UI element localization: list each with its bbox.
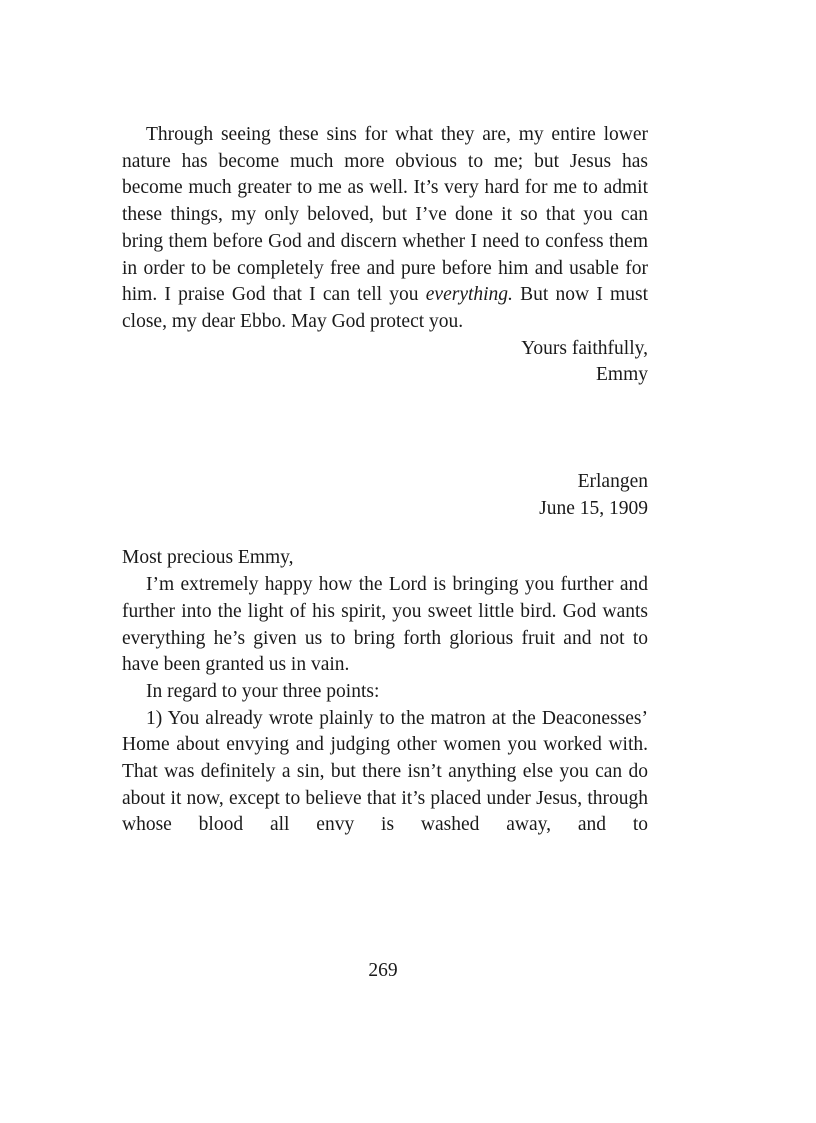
letter1-emphasis: everything.	[425, 284, 513, 306]
letter2-paragraph-2: In regard to your three points:	[146, 680, 380, 702]
letter1-paragraph	[122, 122, 648, 336]
page-body	[122, 122, 648, 839]
letter1-text-a: Through seeing these sins for what they are, my entire lower nature has become much more obvious to me; but Jesus has become much greater to me as well. It’s very hard for me to admit these things, my only beloved, but I’ve done it so that you can bring them before God and discern whether I need to confess them in order to be completely free and pure before him and usable for him. I praise God that I can tell you	[122, 124, 648, 306]
letter2-paragraph-3: 1) You already wrote plainly to the matron at the Deaconesses’ Home about envying and judging other women you worked with. That was definitely a sin, but there isn’t anything else you can do about it now, except to believe that it’s placed under Jesus, through whose blood all envy is washed away, and to	[122, 707, 648, 836]
letter2-date: June 15, 1909	[539, 497, 648, 519]
letter2-salutation: Most precious Emmy,	[122, 547, 294, 569]
letter1-signature: Emmy	[596, 364, 648, 386]
letter1-closing: Yours faithfully,	[521, 337, 648, 359]
letter2-paragraph-1: I’m extremely happy how the Lord is bringing you further and further into the light of his spirit, you sweet little bird. God wants everything he’s given us to bring forth glorious fruit and not to have been granted us in vain.	[122, 574, 648, 676]
letter1-text-b: But now I must close, my dear Ebbo. May God protect you.	[122, 284, 648, 332]
page-number: 269	[368, 960, 398, 981]
letter2-place: Erlangen	[577, 471, 648, 493]
